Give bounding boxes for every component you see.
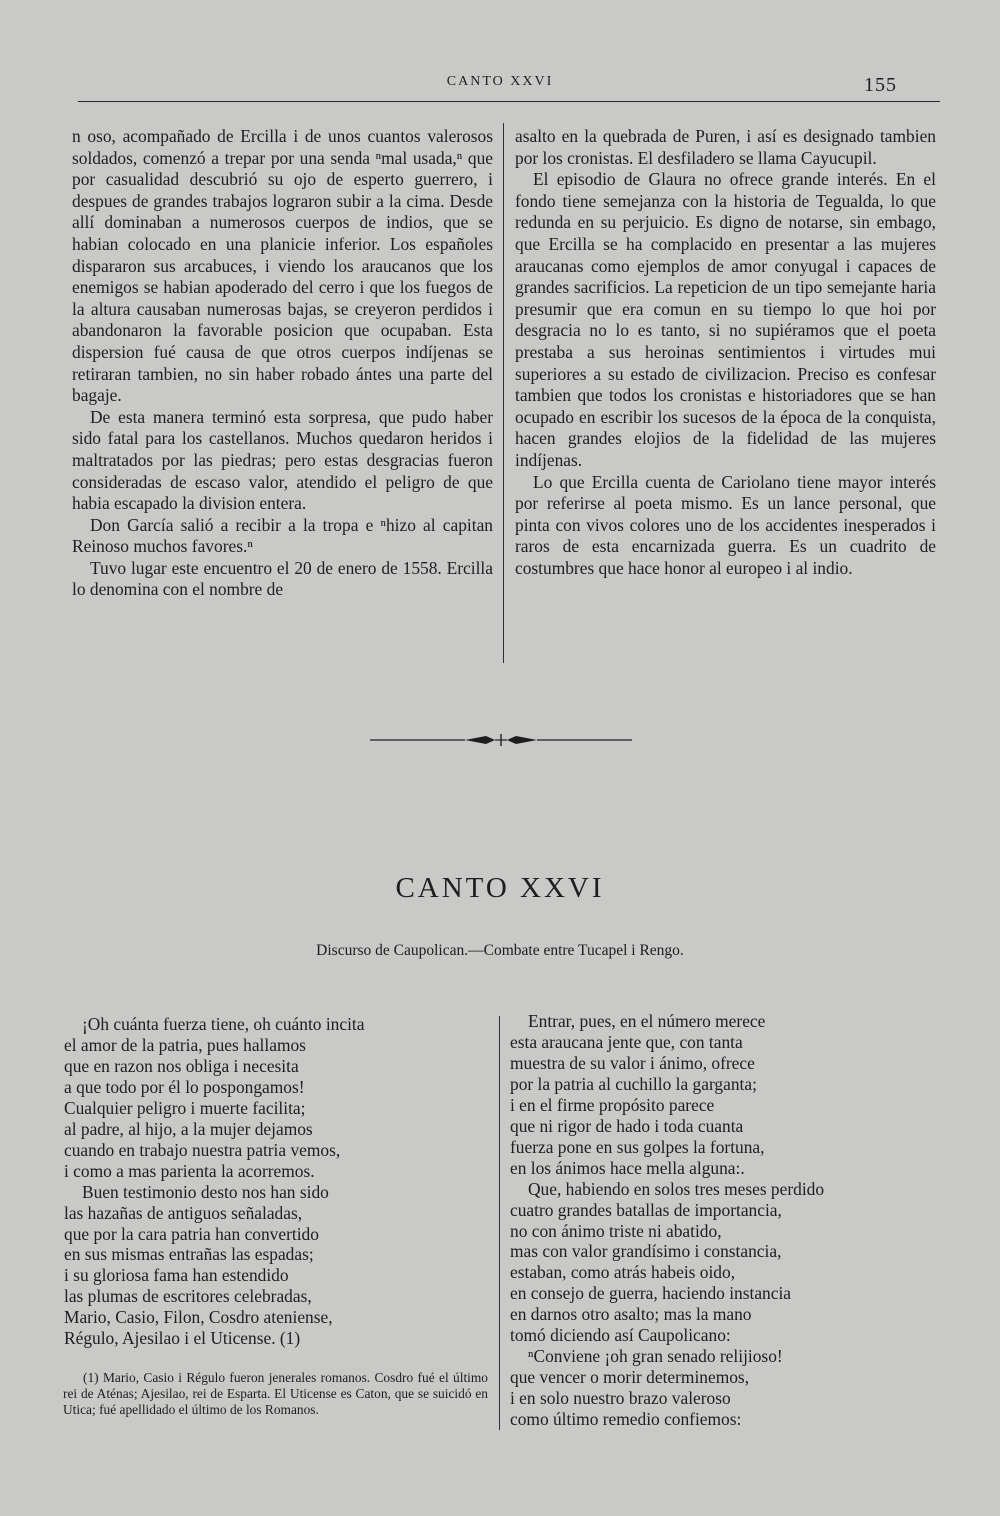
verse-line: al padre, al hijo, a la mujer dejamos — [64, 1118, 313, 1139]
column-divider — [503, 123, 504, 663]
paragraph: Tuvo lugar este encuentro el 20 de enero de 1558. Ercilla lo denomina con el nombre de — [72, 557, 493, 600]
running-title: CANTO XXVI — [446, 74, 554, 89]
prose-column-right — [515, 126, 936, 579]
verse-line: i su gloriosa fama han estendido — [64, 1265, 289, 1286]
verse-line: en los ánimos hace mella alguna:. — [510, 1157, 745, 1178]
paragraph: De esta manera terminó esta sorpresa, que pudo haber sido fatal para los castellanos. Muchos quedaron heridos i maltratados por las piedras; pero estas desgracias fueron consideradas de escaso valor, atendido el peligro de que habia escapado la division entera. — [72, 406, 493, 514]
paragraph: n oso, acompañado de Ercilla i de unos cuantos valerosos soldados, comenzó a trepar por una senda ⁿmal usada,ⁿ que por casualidad descubrió su ojo de esperto guerrero, i despues de grandes trabajos lograron subir a la cima. Desde allí dominaban a numerosos cuerpos de indios, que se habian colocado en una planicie inferior. Los españoles dispararon sus arcabuces, i viendo los araucanos que los enemigos se habian apoderado del cerro i que los fuegos de la altura causaban numerosas bajas, se creyeron perdidos i abandonaron la favorable posicion que ocupaban. Esta dispersion fué causa de que otros cuerpos indíjenas se retiraran tambien, no sin haber robado ántes una parte del bagaje. — [72, 126, 493, 406]
verse-line: como último remedio confiemos: — [510, 1409, 742, 1430]
verse-line: esta araucana jente que, con tanta — [510, 1031, 743, 1052]
verse-line: Entrar, pues, en el número merece — [528, 1011, 766, 1031]
verse-line: tomó diciendo así Caupolicano: — [510, 1325, 731, 1346]
page-number: 155 — [864, 74, 897, 96]
verse-line: estaban, como atrás habeis oido, — [510, 1262, 736, 1283]
verse-line: Mario, Casio, Filon, Cosdro ateniense, — [64, 1307, 333, 1328]
verse-column-left — [64, 1014, 484, 1349]
verse-line: ¡Oh cuánta fuerza tiene, oh cuánto incita — [82, 1014, 365, 1034]
verse-line: Buen testimonio desto nos han sido — [82, 1181, 329, 1202]
footnote — [63, 1370, 488, 1419]
paragraph: El episodio de Glaura no ofrece grande interés. En el fondo tiene semejanza con la historia de Tegualda, lo que redunda en su perjuicio. Es digno de notarse, sin embago, que Ercilla se ha complacido en presentar a las mujeres araucanas como ejemplos de amor conyugal i capaces de grandes sacrificios. La repeticion de un tipo semejante haria presumir que era comun en su tiempo lo que hoi por desgracia no lo es tanto, si no supiéramos que el poeta prestaba a sus heroinas sentimientos i virtudes mui superiores a su estado de civilizacion. Preciso es confesar tambien que todos los cronistas e historiadores que se han ocupado en escribir los sucesos de la época de la conquista, hacen grandes elojios de la fidelidad de las mujeres indíjenas. — [515, 169, 936, 470]
verse-line: que por la cara patria han convertido — [64, 1223, 319, 1244]
paragraph: Don García salió a recibir a la tropa e ⁿhizo al capitan Reinoso muchos favores.ⁿ — [72, 514, 493, 557]
verse-line: Cualquier peligro i muerte facilita; — [64, 1097, 306, 1118]
verse-line: cuando en trabajo nuestra patria vemos, — [64, 1139, 341, 1160]
verse-line: no con ánimo triste ni abatido, — [510, 1220, 722, 1241]
verse-line: i como a mas parienta la acorremos. — [64, 1160, 315, 1181]
canto-subtitle: Discurso de Caupolican.—Combate entre Tucapel i Rengo. — [316, 942, 684, 959]
verse-line: mas con valor grandísimo i constancia, — [510, 1241, 782, 1262]
verse-line: i en solo nuestro brazo valeroso — [510, 1388, 731, 1409]
verse-line: Que, habiendo en solos tres meses perdido — [528, 1178, 825, 1199]
verse-line: que vencer o morir determinemos, — [510, 1367, 750, 1388]
verse-line: que en razon nos obliga i necesita — [64, 1055, 299, 1076]
verse-line: las plumas de escritores celebradas, — [64, 1286, 312, 1307]
verse-line: i en el firme propósito parece — [510, 1094, 715, 1115]
verse-line: el amor de la patria, pues hallamos — [64, 1034, 306, 1055]
verse-line: que ni rigor de hado i toda cuanta — [510, 1115, 744, 1136]
column-divider — [499, 1016, 500, 1430]
verse-line: cuatro grandes batallas de importancia, — [510, 1199, 782, 1220]
verse-line: en consejo de guerra, haciendo instancia — [510, 1283, 792, 1304]
verse-line: muestra de su valor i ánimo, ofrece — [510, 1052, 755, 1073]
ornament-divider — [370, 730, 632, 750]
footnote-text: (1) Mario, Casio i Régulo fueron jenerales romanos. Cosdro fué el último rei de Aténas; Ajesilao, rei de Esparta. El Uticense es Caton, que se suicidó en Utica; fué apellidado el último de los Romanos. — [63, 1370, 488, 1418]
verse-line: las hazañas de antiguos señaladas, — [64, 1202, 303, 1223]
verse-line: fuerza pone en sus golpes la fortuna, — [510, 1136, 765, 1157]
verse-line: por la patria al cuchillo la garganta; — [510, 1073, 757, 1094]
canto-title: CANTO XXVI — [395, 872, 605, 904]
prose-column-left — [72, 126, 493, 601]
verse-column-right — [510, 1011, 930, 1430]
header-rule — [78, 101, 940, 102]
verse-line: Régulo, Ajesilao i el Uticense. (1) — [64, 1328, 301, 1349]
verse-line: ⁿConviene ¡oh gran senado relijioso! — [528, 1346, 783, 1367]
verse-line: en darnos otro asalto; mas la mano — [510, 1304, 752, 1325]
paragraph: asalto en la quebrada de Puren, i así es designado tambien por los cronistas. El desfiladero se llama Cayucupil. — [515, 126, 936, 168]
verse-line: en sus mismas entrañas las espadas; — [64, 1244, 314, 1265]
paragraph: Lo que Ercilla cuenta de Cariolano tiene mayor interés por referirse al poeta mismo. Es un lance personal, que pinta con vivos colores uno de los accidentes inesperados i raros de esta encarnizada guerra. Es un cuadrito de costumbres que hace honor al europeo i al indio. — [515, 471, 936, 578]
verse-line: a que todo por él lo pospongamos! — [64, 1076, 305, 1097]
